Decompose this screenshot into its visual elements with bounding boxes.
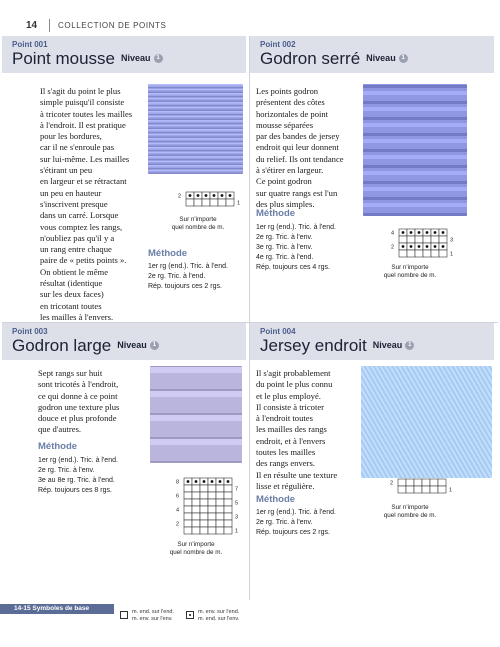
level-icon: 1 xyxy=(150,341,159,350)
chart-cell xyxy=(406,486,414,493)
chart-cell xyxy=(192,485,200,492)
stitch-card-point-002 xyxy=(250,36,494,322)
chart-cell xyxy=(226,199,234,206)
stitch-number: Point 003 xyxy=(12,327,48,336)
chart-cell xyxy=(431,236,439,243)
card-header xyxy=(2,36,246,73)
chart-cell xyxy=(216,492,224,499)
level-label: Niveau 1 xyxy=(373,340,415,350)
chart-cell xyxy=(192,492,200,499)
chart-row-label: 3 xyxy=(450,237,454,244)
stitch-chart xyxy=(176,192,246,208)
chart-cell xyxy=(415,250,423,257)
stitch-chart xyxy=(174,478,244,536)
methode-heading: Méthode xyxy=(38,441,78,452)
chart-row-label: 2 xyxy=(390,480,394,487)
stitch-card-point-001 xyxy=(2,36,246,322)
chart-cell xyxy=(407,236,415,243)
section-title: COLLECTION DE POINTS xyxy=(58,21,167,30)
stitch-description: Les points godron présentent des côtes horizontales de point mousse séparées par des bandes de jersey endroit qui leur donnent du relief. Ils ont tendance à s'étirer en largeur. Ce point godron sur quatre rangs est l'un des plus simples. xyxy=(256,86,344,209)
purl-dot xyxy=(426,245,429,248)
chart-cell xyxy=(192,520,200,527)
stitch-title: Point mousse Niveau 1 xyxy=(12,49,163,69)
purl-dot xyxy=(434,245,437,248)
chart-cell xyxy=(200,527,208,534)
chart-cell xyxy=(200,520,208,527)
chart-row-label: 1 xyxy=(450,251,454,258)
purl-dot xyxy=(402,245,405,248)
chart-cell xyxy=(200,513,208,520)
legend-purl-knit: m. env. sur l'end. m. end. sur l'env. xyxy=(198,609,240,622)
chart-cell xyxy=(414,479,422,486)
chart-caption: Sur n'importe quel nombre de m. xyxy=(171,216,225,231)
chart-cell xyxy=(184,527,192,534)
purl-dot xyxy=(187,480,190,483)
chart-cell xyxy=(439,236,447,243)
purl-dot xyxy=(442,231,445,234)
purl-dot xyxy=(189,194,192,197)
purl-dot xyxy=(410,245,413,248)
chart-cell xyxy=(202,199,210,206)
chart-cell xyxy=(210,199,218,206)
level-icon: 1 xyxy=(154,54,163,63)
purl-dot xyxy=(402,231,405,234)
purl-dot xyxy=(205,194,208,197)
chart-cell xyxy=(422,479,430,486)
stitch-title: Godron large Niveau 1 xyxy=(12,336,159,356)
stitch-number: Point 004 xyxy=(260,327,296,336)
chart-cell xyxy=(430,479,438,486)
stitch-swatch xyxy=(148,84,243,174)
chart-cell xyxy=(208,527,216,534)
chart-cell xyxy=(224,499,232,506)
chart-cell xyxy=(192,513,200,520)
page-header xyxy=(0,0,500,36)
chart-cell xyxy=(438,486,446,493)
chart-row-label: 4 xyxy=(391,230,395,237)
chart-cell xyxy=(224,527,232,534)
purl-dot xyxy=(227,480,230,483)
chart-cell xyxy=(208,492,216,499)
chart-caption: Sur n'importe quel nombre de m. xyxy=(169,541,223,556)
stitch-description: Il s'agit probablement du point le plus connu et le plus employé. Il consiste à tricoter à l'endroit toutes les mailles des rangs endroit, et à l'envers toutes les mailles des rangs envers. Il en résulte une texture lisse et régulière. xyxy=(256,368,338,491)
chart-cell xyxy=(208,485,216,492)
chart-cell xyxy=(184,485,192,492)
chart-cell xyxy=(399,250,407,257)
chart-cell xyxy=(439,250,447,257)
chart-row-label: 1 xyxy=(449,487,453,494)
purl-dot xyxy=(197,194,200,197)
chart-cell xyxy=(192,499,200,506)
stitch-title: Godron serré Niveau 1 xyxy=(260,49,408,69)
methode-steps: 1er rg (end.). Tric. à l'end. 2e rg. Tric. à l'env. 3e au 8e rg. Tric. à l'end. Rép. toujours ces 8 rgs. xyxy=(38,457,118,494)
level-icon: 1 xyxy=(405,341,414,350)
chart-cell xyxy=(423,236,431,243)
stitch-title: Jersey endroit Niveau 1 xyxy=(260,336,414,356)
card-header xyxy=(250,323,494,360)
methode-heading: Méthode xyxy=(148,248,188,259)
chart-cell xyxy=(184,520,192,527)
chart-cell xyxy=(422,486,430,493)
legend-box-dot xyxy=(186,611,194,619)
footer-link-symbols[interactable]: 14-15 Symboles de base xyxy=(14,605,90,612)
chart-row-label: 3 xyxy=(235,514,239,521)
chart-row-label: 1 xyxy=(235,528,239,535)
chart-cell xyxy=(184,513,192,520)
chart-cell xyxy=(224,506,232,513)
legend-box-empty xyxy=(120,611,128,619)
card-header xyxy=(2,323,246,360)
chart-cell xyxy=(200,492,208,499)
chart-cell xyxy=(423,250,431,257)
chart-row-label: 2 xyxy=(176,521,180,528)
chart-row-label: 4 xyxy=(176,507,180,514)
stitch-chart xyxy=(388,479,458,495)
chart-cell xyxy=(186,199,194,206)
chart-row-label: 2 xyxy=(178,193,182,200)
page-number: 14 xyxy=(26,20,38,31)
methode-steps: 1er rg (end.). Tric. à l'end. 2e rg. Tric. à l'env. Rép. toujours ces 2 rgs. xyxy=(256,509,336,536)
stitch-description: Il s'agit du point le plus simple puisqu'il consiste à tricoter toutes les mailles à l'endroit. Il est pratique pour les bordures, car il ne s'enroule pas sur lui-même. Les mailles s'étirant un peu en largeur et se rétractant un peu en hauteur s'inscrivent presque dans un carré. Lorsque vous comptez les rangs, n'oubliez pas qu'il y a un rang entre chaque paire de « petits points ». On obtient le même résultat (identique sur les deux faces) en tricotant toutes les mailles à l'envers. xyxy=(40,86,133,322)
chart-cell xyxy=(208,506,216,513)
legend-knit-purl: m. end. sur l'end. m. env. sur l'env. xyxy=(132,609,175,622)
chart-cell xyxy=(406,479,414,486)
chart-cell xyxy=(192,527,200,534)
chart-cell xyxy=(184,492,192,499)
chart-cell xyxy=(224,492,232,499)
stitch-swatch xyxy=(361,366,492,478)
stitch-number: Point 002 xyxy=(260,40,296,49)
purl-dot xyxy=(211,480,214,483)
chart-cell xyxy=(438,479,446,486)
chart-cell xyxy=(208,520,216,527)
level-label: Niveau 1 xyxy=(121,53,163,63)
methode-steps: 1er rg (end.). Tric. à l'end. 2e rg. Tric. à l'env. 3e rg. Tric. à l'env. 4e rg. Tric. à l'end. Rép. toujours ces 4 rgs. xyxy=(256,224,336,271)
chart-cell xyxy=(194,199,202,206)
chart-cell xyxy=(208,513,216,520)
stitch-card-point-004 xyxy=(250,323,494,600)
chart-row-label: 1 xyxy=(237,200,241,207)
purl-dot xyxy=(203,480,206,483)
level-icon: 1 xyxy=(399,54,408,63)
chart-cell xyxy=(184,499,192,506)
purl-dot xyxy=(434,231,437,234)
chart-cell xyxy=(224,513,232,520)
chart-cell xyxy=(216,527,224,534)
purl-dot xyxy=(219,480,222,483)
chart-cell xyxy=(200,485,208,492)
purl-dot xyxy=(426,231,429,234)
level-label: Niveau 1 xyxy=(117,340,159,350)
level-label: Niveau 1 xyxy=(366,53,408,63)
chart-row-label: 2 xyxy=(391,244,395,251)
purl-dot xyxy=(195,480,198,483)
chart-cell xyxy=(218,199,226,206)
chart-cell xyxy=(192,506,200,513)
purl-dot xyxy=(410,231,413,234)
chart-caption: Sur n'importe quel nombre de m. xyxy=(383,504,437,519)
purl-dot xyxy=(221,194,224,197)
chart-cell xyxy=(398,479,406,486)
chart-cell xyxy=(414,486,422,493)
purl-dot xyxy=(229,194,232,197)
chart-cell xyxy=(224,520,232,527)
stitch-swatch xyxy=(363,84,467,216)
chart-cell xyxy=(208,499,216,506)
chart-cell xyxy=(216,520,224,527)
chart-cell xyxy=(431,250,439,257)
chart-row-label: 6 xyxy=(176,493,180,500)
chart-cell xyxy=(216,499,224,506)
chart-cell xyxy=(398,486,406,493)
methode-heading: Méthode xyxy=(256,494,296,505)
chart-row-label: 7 xyxy=(235,486,239,493)
purl-dot xyxy=(418,245,421,248)
chart-cell xyxy=(184,506,192,513)
stitch-card-point-003 xyxy=(2,323,246,600)
chart-cell xyxy=(415,236,423,243)
chart-cell xyxy=(200,499,208,506)
stitch-swatch xyxy=(150,366,242,463)
chart-cell xyxy=(399,236,407,243)
methode-heading: Méthode xyxy=(256,208,296,219)
stitch-description: Sept rangs sur huit sont tricotés à l'endroit, ce qui donne à ce point godron une texture plus douce et plus profonde que d'autres. xyxy=(38,368,120,435)
chart-cell xyxy=(216,485,224,492)
stitch-chart xyxy=(389,229,459,259)
purl-dot xyxy=(213,194,216,197)
purl-dot xyxy=(418,231,421,234)
purl-dot xyxy=(442,245,445,248)
chart-cell xyxy=(430,486,438,493)
chart-cell xyxy=(216,513,224,520)
stitch-number: Point 001 xyxy=(12,40,48,49)
card-header xyxy=(250,36,494,73)
chart-caption: Sur n'importe quel nombre de m. xyxy=(383,264,437,279)
chart-row-label: 8 xyxy=(176,479,180,486)
chart-row-label: 5 xyxy=(235,500,239,507)
chart-cell xyxy=(216,506,224,513)
methode-steps: 1er rg (end.). Tric. à l'end. 2e rg. Tric. à l'end. Rép. toujours ces 2 rgs. xyxy=(148,263,228,290)
chart-cell xyxy=(200,506,208,513)
header-separator xyxy=(49,19,50,32)
chart-cell xyxy=(407,250,415,257)
chart-cell xyxy=(224,485,232,492)
